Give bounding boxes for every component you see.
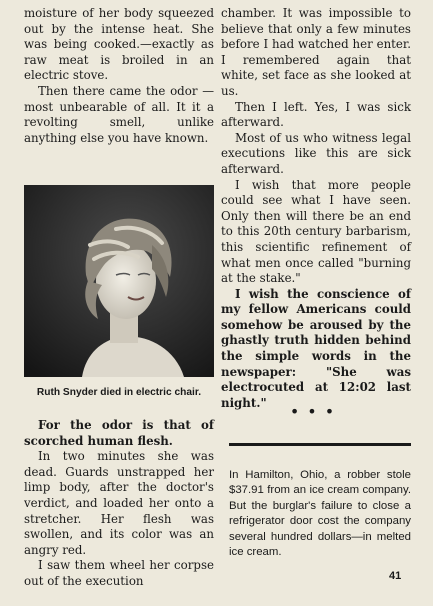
paragraph: chamber. It was impossible to believe that only a few minutes before I had watched her enter. I remembered again that white, set face as she looked at us.: [221, 6, 411, 98]
paragraph: Most of us who witness legal executions like this are sick afterward.: [221, 130, 411, 176]
bold-lead-paragraph: For the odor is that of scorched human flesh.: [24, 418, 214, 448]
paragraph: moisture of her body squeezed out by the intense heat. She was being cooked.—exactly as raw meat is broiled in an electric stove.: [24, 6, 214, 83]
paragraph: In two minutes she was dead. Guards unstrapped her limp body, after the doctor's verdict, and loaded her onto a stretcher. Her flesh was swollen, and its color was an angry red.: [24, 449, 214, 557]
right-column: [221, 6, 411, 411]
paragraph: Then I left. Yes, I was sick afterward.: [221, 99, 411, 130]
divider-rule: [229, 443, 411, 446]
paragraph: I wish that more people could see what I have seen. Only then will there be an end to this 20th century barbarism, this scientific refinement of what men once called "burning at the stake.": [221, 177, 411, 286]
filler-item: [229, 468, 411, 560]
portrait-photo: [24, 185, 214, 377]
left-column-bottom: [24, 418, 214, 590]
filler-text: In Hamilton, Ohio, a robber stole $37.91 from an ice cream company. But the burglar's failure to close a refrigerator door cost the company several hundred dollars—in melted ice cream.: [229, 469, 411, 559]
photo-caption: Ruth Snyder died in electric chair.: [36, 387, 202, 398]
paragraph: Then there came the odor —most unbearable of all. It it a revolting smell, unlike anything else you have known.: [24, 83, 214, 145]
paragraph: I saw them wheel her corpse out of the execution: [24, 558, 214, 588]
left-column-top: [24, 6, 214, 146]
portrait-illustration: [24, 185, 214, 377]
page-number: 41: [389, 570, 402, 582]
bold-closing-paragraph: I wish the conscience of my fellow Americans could somehow be aroused by the ghastly truth hidden behind the simple words in the newspaper: "She was electrocuted at 12:02 last night.": [221, 286, 411, 410]
section-divider-dots: •••: [289, 402, 343, 421]
